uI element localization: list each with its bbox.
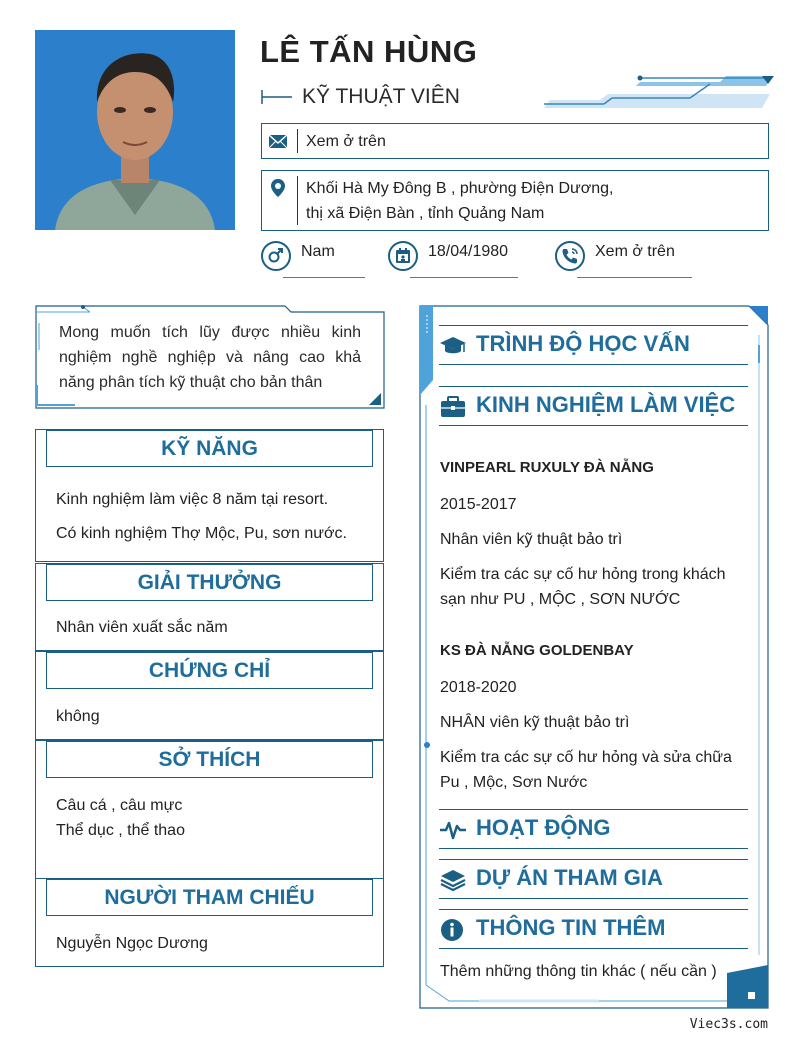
activities-heading: HOẠT ĐỘNG: [476, 815, 611, 840]
award-item: Nhân viên xuất sắc năm: [56, 619, 228, 636]
address-line-1: Khối Hà My Đông B , phường Điện Dương,: [306, 180, 614, 197]
birthdate-value: 18/04/1980: [428, 243, 509, 260]
job-description-line: Kiểm tra các sự cố hư hỏng trong khách: [440, 566, 726, 583]
extra-info-heading: THÔNG TIN THÊM: [476, 915, 666, 940]
job-description-line: sạn như PU , MỘC , SƠN NƯỚC: [440, 591, 681, 608]
job-company: VINPEARL RUXULY ĐÀ NẴNG: [440, 459, 654, 476]
job-position: NHÂN viên kỹ thuật bảo trì: [440, 714, 630, 731]
extra-info-heading-bar: [439, 909, 748, 949]
heartbeat-icon: [439, 818, 467, 842]
address-separator: [297, 176, 298, 225]
hobbies-section: [35, 740, 384, 879]
envelope-icon: [268, 131, 288, 151]
email-separator: [297, 129, 298, 153]
certificate-item: không: [56, 708, 100, 725]
circuit-decoration: [540, 72, 774, 114]
gender-value: Nam: [301, 243, 335, 260]
gender-icon-circle: [261, 241, 291, 271]
job-title: KỸ THUẬT VIÊN: [302, 85, 460, 108]
education-heading: TRÌNH ĐỘ HỌC VẤN: [476, 331, 690, 356]
title-line-decoration: [261, 89, 293, 105]
references-section: [35, 878, 384, 967]
email-row: [261, 123, 769, 159]
experience-heading: KINH NGHIỆM LÀM VIỆC: [476, 392, 736, 417]
info-icon: [439, 918, 467, 942]
address-row: [261, 170, 769, 231]
job-description-line: Pu , Mộc, Sơn Nước: [440, 774, 588, 791]
job-period: 2015-2017: [440, 496, 517, 513]
experience-heading-bar: [439, 386, 748, 426]
phone-field: [555, 240, 705, 280]
skill-item: Kinh nghiệm làm việc 8 năm tại resort.: [56, 491, 329, 508]
job-period: 2018-2020: [440, 679, 517, 696]
certificates-section: [35, 651, 384, 740]
extra-info-text: Thêm những thông tin khác ( nếu cần ): [440, 963, 717, 980]
briefcase-icon: [439, 395, 467, 419]
gender-field: [261, 240, 371, 280]
phone-icon: [561, 247, 579, 265]
watermark: Viec3s.com: [689, 1017, 768, 1032]
birthdate-underline: [410, 277, 518, 278]
hobbies-heading: SỞ THÍCH: [46, 741, 373, 778]
certificates-heading: CHỨNG CHỈ: [46, 652, 373, 689]
awards-section: [35, 563, 384, 651]
awards-heading: GIẢI THƯỞNG: [46, 564, 373, 601]
job-company: KS ĐÀ NẴNG GOLDENBAY: [440, 642, 634, 659]
projects-heading-bar: [439, 859, 748, 899]
birthdate-field: [388, 240, 528, 280]
activities-heading-bar: [439, 809, 748, 849]
right-panel: [419, 305, 769, 1009]
candidate-name: LÊ TẤN HÙNG: [260, 34, 478, 69]
education-heading-bar: [439, 325, 748, 365]
profile-photo: [35, 30, 235, 230]
gender-underline: [283, 277, 365, 278]
phone-underline: [577, 277, 692, 278]
calendar-icon-circle: [388, 241, 418, 271]
calendar-icon: [394, 247, 412, 265]
references-heading: NGƯỜI THAM CHIẾU: [46, 879, 373, 916]
hobby-item: Câu cá , câu mực: [56, 797, 183, 814]
email-value[interactable]: Xem ở trên: [306, 133, 386, 150]
objective-text: Mong muốn tích lũy được nhiều kinh nghiệm nghề nghiệp và nâng cao khả năng phân tích kỹ thuật cho bản thân: [59, 324, 361, 391]
skill-item: Có kinh nghiệm Thợ Mộc, Pu, sơn nước.: [56, 525, 347, 542]
career-objective: [35, 305, 385, 409]
skills-section: [35, 429, 384, 562]
portrait-image: [35, 30, 235, 230]
skills-heading: KỸ NĂNG: [46, 430, 373, 467]
phone-value[interactable]: Xem ở trên: [595, 243, 675, 260]
projects-heading: DỰ ÁN THAM GIA: [476, 865, 663, 890]
layers-icon: [439, 868, 467, 892]
location-pin-icon: [268, 178, 288, 198]
job-position: Nhân viên kỹ thuật bảo trì: [440, 531, 623, 548]
gender-icon: [267, 247, 285, 265]
phone-icon-circle: [555, 241, 585, 271]
address-line-2: thị xã Điện Bàn , tỉnh Quảng Nam: [306, 205, 545, 222]
graduation-cap-icon: [439, 334, 467, 358]
job-description-line: Kiểm tra các sự cố hư hỏng và sửa chữa: [440, 749, 732, 766]
hobby-item: Thể dục , thể thao: [56, 822, 185, 839]
reference-item: Nguyễn Ngọc Dương: [56, 935, 208, 952]
